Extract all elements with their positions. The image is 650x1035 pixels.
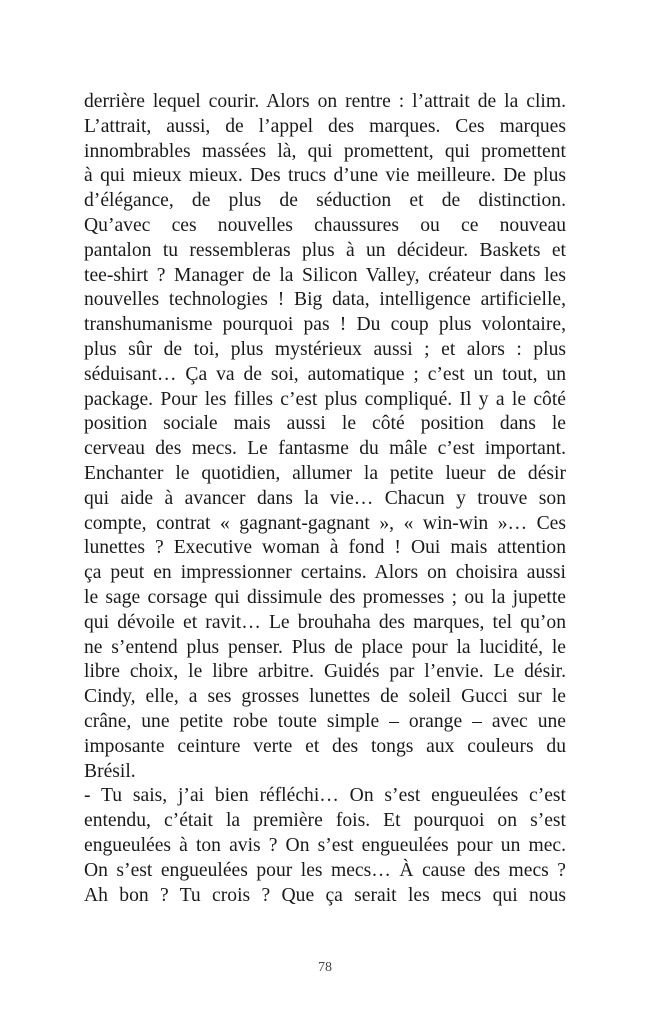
text-line: à qui mieux mieux. Des trucs d’une vie meilleure. De plus (84, 165, 566, 187)
text-line: Qu’avec ces nouvelles chaussures ou ce nouveau (84, 214, 566, 236)
page-number: 78 (318, 960, 332, 975)
text-line: qui aide à avancer dans la vie… Chacun y trouve son (84, 487, 566, 509)
text-line: engueulées à ton avis ? On s’est engueulées pour un mec. (84, 834, 566, 856)
text-line: d’élégance, de plus de séduction et de distinction. (84, 190, 566, 212)
page-body (84, 90, 566, 908)
text-line: transhumanisme pourquoi pas ! Du coup plus volontaire, (84, 314, 566, 336)
text-line: compte, contrat « gagnant-gagnant », « win-win »… Ces (84, 512, 566, 534)
dialogue-line: - Tu sais, j’ai bien réfléchi… On s’est engueulées c’est (84, 785, 566, 807)
text-line: pantalon tu ressembleras plus à un décideur. Baskets et (84, 239, 566, 261)
text-line: tee-shirt ? Manager de la Silicon Valley, créateur dans les (84, 264, 566, 286)
text-line: L’attrait, aussi, de l’appel des marques. Ces marques (84, 115, 566, 137)
text-line: cerveau des mecs. Le fantasme du mâle c’est important. (84, 438, 566, 460)
text-line: le sage corsage qui dissimule des promesses ; ou la jupette (84, 586, 566, 608)
text-line: Cindy, elle, a ses grosses lunettes de soleil Gucci sur le (84, 686, 566, 708)
text-line: innombrables massées là, qui promettent, qui promettent (84, 140, 566, 162)
body-text (84, 90, 566, 908)
text-line: package. Pour les filles c’est plus compliqué. Il y a le côté (84, 388, 566, 410)
text-line: crâne, une petite robe toute simple – orange – avec une (84, 710, 566, 732)
text-line: nouvelles technologies ! Big data, intelligence artificielle, (84, 289, 566, 311)
text-line: libre choix, le libre arbitre. Guidés par l’envie. Le désir. (84, 661, 566, 683)
text-line: séduisant… Ça va de soi, automatique ; c’est un tout, un (84, 363, 566, 385)
text-line: imposante ceinture verte et des tongs aux couleurs du (84, 735, 566, 757)
text-line: position sociale mais aussi le côté position dans le (84, 413, 566, 435)
text-line: ça peut en impressionner certains. Alors on choisira aussi (84, 562, 566, 584)
text-line: Enchanter le quotidien, allumer la petite lueur de désir (84, 462, 566, 484)
text-line: ne s’entend plus penser. Plus de place pour la lucidité, le (84, 636, 566, 658)
text-line: lunettes ? Executive woman à fond ! Oui mais attention (84, 537, 566, 559)
text-line: derrière lequel courir. Alors on rentre : l’attrait de la clim. (84, 91, 566, 112)
text-line: Ah bon ? Tu crois ? Que ça serait les mecs qui nous (84, 884, 566, 906)
text-line: Brésil. (84, 760, 136, 782)
text-line: On s’est engueulées pour les mecs… À cause des mecs ? (84, 859, 566, 881)
text-line: qui dévoile et ravit… Le brouhaha des marques, tel qu’on (84, 611, 566, 633)
text-line: plus sûr de toi, plus mystérieux aussi ; et alors : plus (84, 338, 566, 360)
text-line: entendu, c’était la première fois. Et pourquoi on s’est (84, 810, 566, 832)
